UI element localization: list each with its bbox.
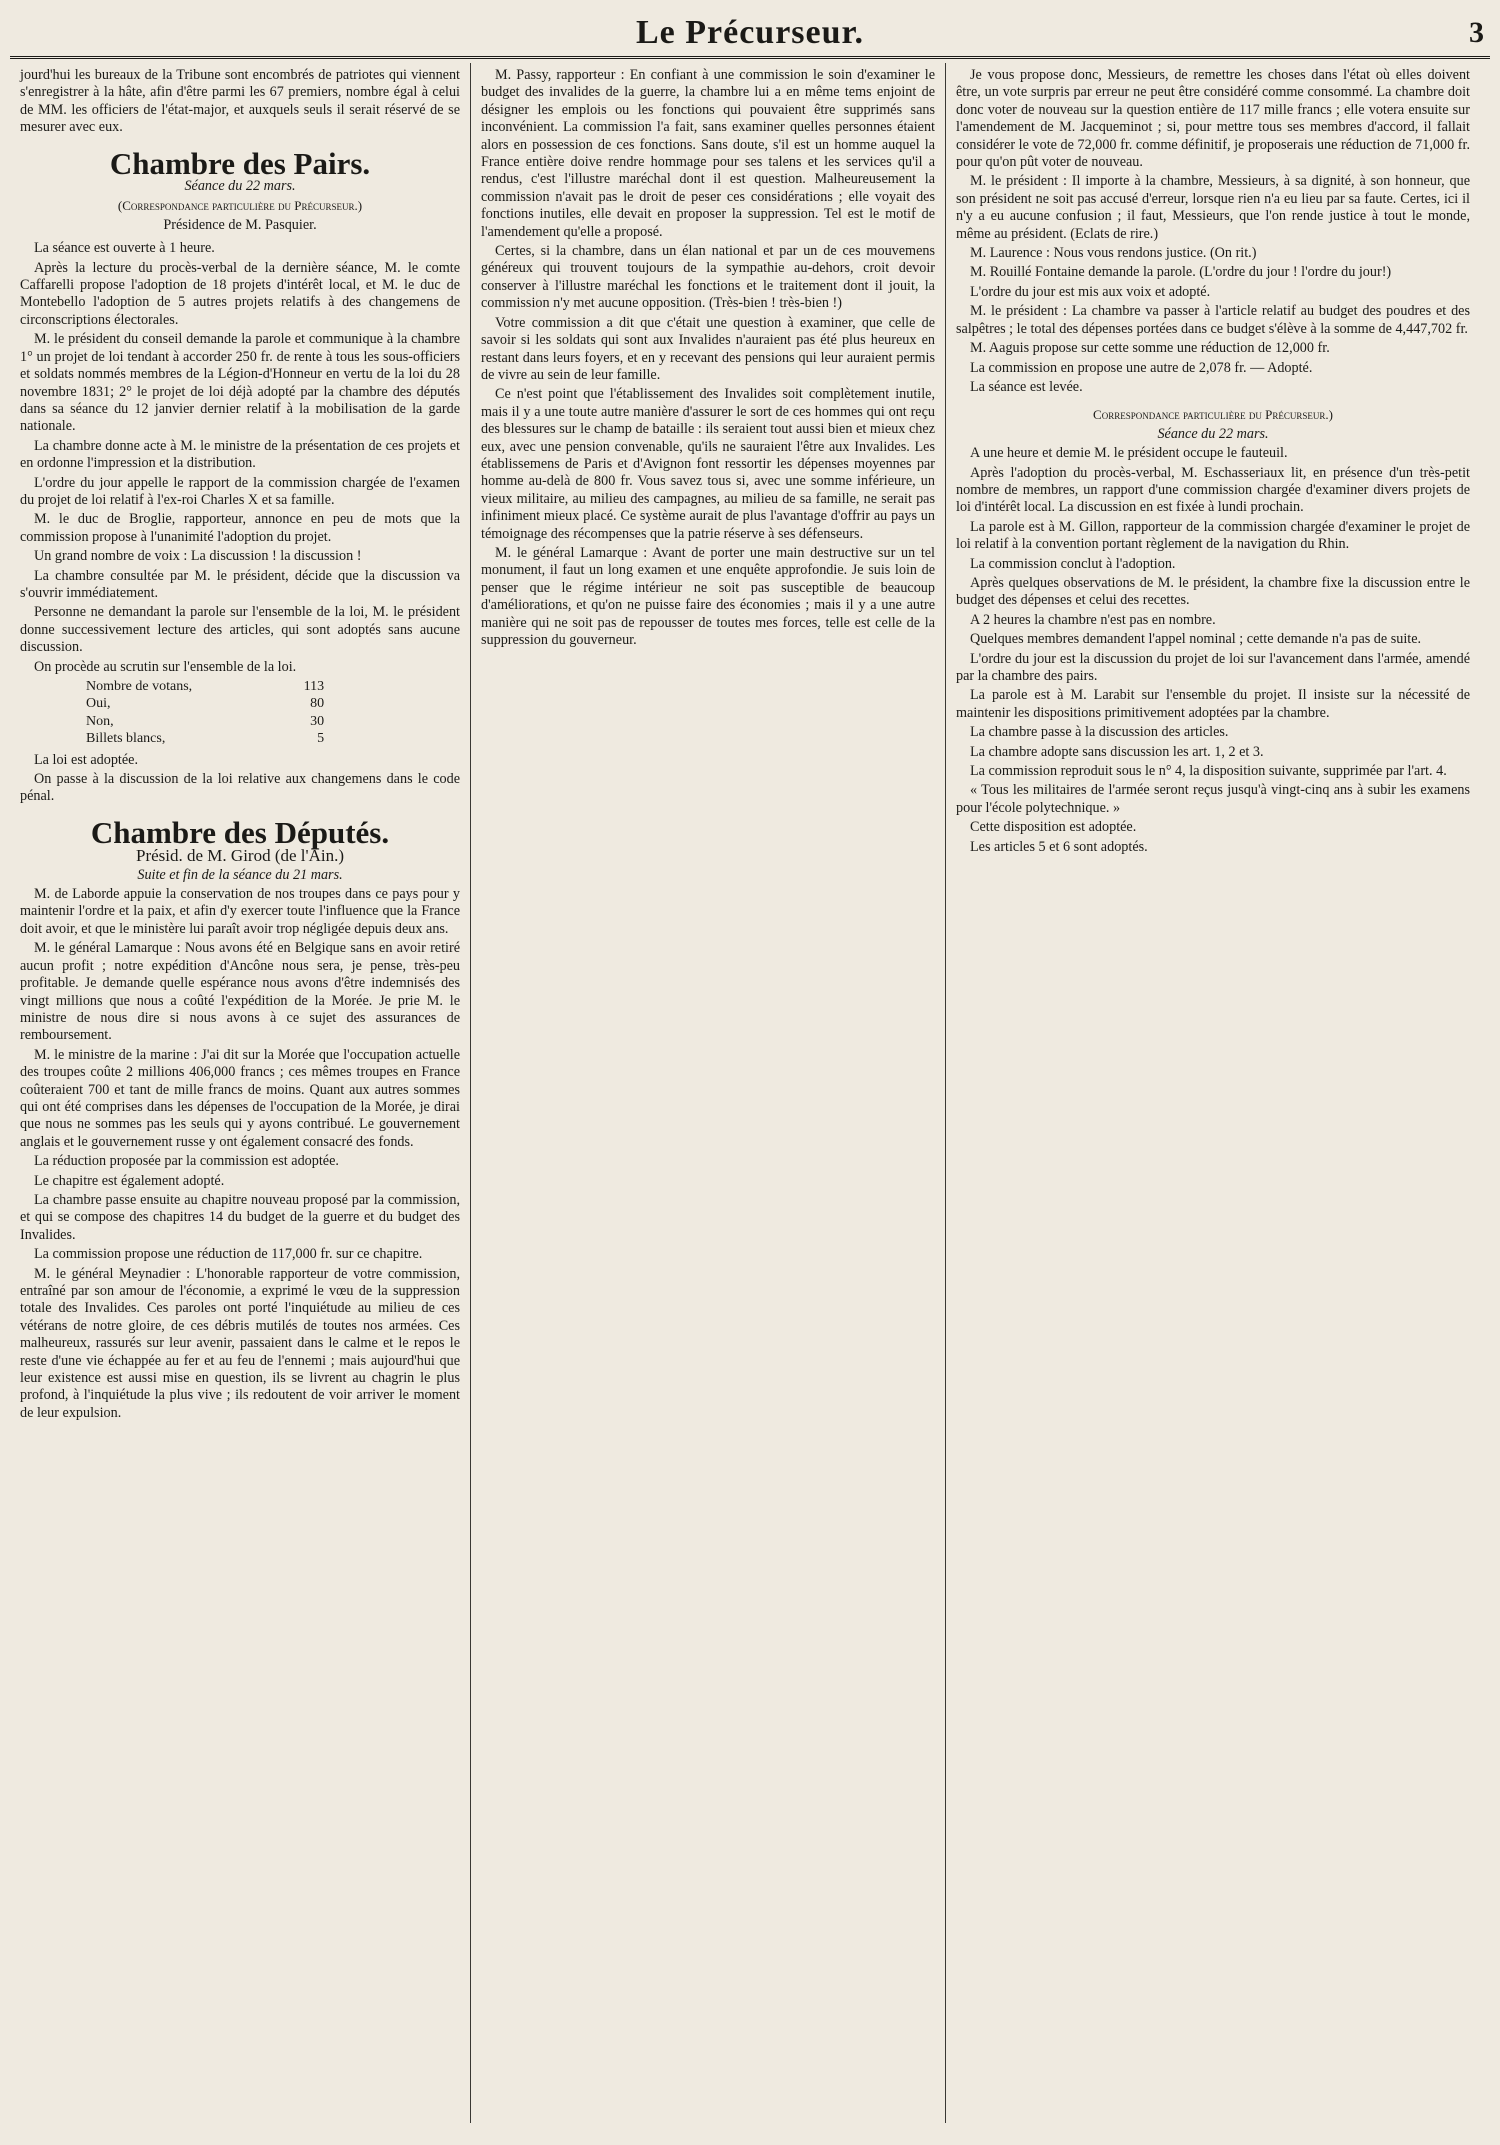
paragraph: Je vous propose donc, Messieurs, de remettre les choses dans l'état où elles doivent être, un vote surpris par erreur ne peut être considéré comme consommé. La chambre doit donc voter de nouveau sur la question entière de 117 mille francs ; elle votera ensuite sur l'amendement de M. Jacqueminot ; si, pour mettre tous ses membres d'accord, il fallait considérer le vote de 72,000 fr. comme définitif, je proposerais une réduction de 71,000 fr. pour qu'on pût voter de nouveau. [956, 67, 1470, 171]
paragraph: Personne ne demandant la parole sur l'ensemble de la loi, M. le président donne successivement lecture des articles, qui sont adoptés sans aucune discussion. [20, 604, 460, 656]
col3-date: Séance du 22 mars. [1157, 425, 1269, 442]
paragraph: L'ordre du jour est la discussion du projet de loi sur l'avancement dans l'armée, amendé par la chambre des pairs. [956, 650, 1470, 684]
paragraph: M. Passy, rapporteur : En confiant à une commission le soin d'examiner le budget des invalides de la guerre, la chambre lui a en même tems enjoint de désigner les emplois ou les fonctions qui pouvaient être supprimés sans inconvénient. La commission l'a fait, sans examiner quelles personnes étaient alors en possession de ces fonctions. Sans doute, s'il est un homme auquel la France entière doive rendre hommage pour ses talens et les services qu'il a rendus, c'est l'illustre maréchal dont il est question. Malheureusement la commission n'avait pas le droit de peser ces considérations ; elle voyait des fonctions inutiles, elle devait en proposer la suppression. Tel est le motif de l'amendement qu'elle a proposé. [481, 67, 935, 240]
vote-row [80, 695, 330, 712]
vote-label: Non, [86, 713, 114, 729]
paragraph: Certes, si la chambre, dans un élan national et par un de ces mouvemens généreux qui trouvent toujours de la sympathie au-dehors, croit devoir conserver à l'illustre maréchal les fonctions et le traitement dont il jouit, la commission n'y met aucune opposition. (Très-bien ! très-bien !) [481, 243, 935, 312]
vote-value: 80 [310, 696, 325, 712]
paragraph: La commission conclut à l'adoption. [970, 555, 1176, 572]
deputes-president: Présid. de M. Girod (de l'Ain.) [136, 846, 344, 866]
paragraph: M. Laurence : Nous vous rendons justice. (On rit.) [970, 245, 1257, 262]
vote-row [80, 730, 330, 747]
paragraph: M. de Laborde appuie la conservation de nos troupes dans ce pays pour y maintenir l'ordre et la paix, et afin d'y exercer toute l'influence que la France doit avoir, et que le ministère lui paraît avoir trop négligée depuis deux ans. [20, 886, 460, 937]
paragraph: « Tous les militaires de l'armée seront reçus jusqu'à vingt-cinq ans à subir les examens pour l'école polytechnique. » [956, 782, 1470, 816]
pairs-date: Séance du 22 mars. [184, 178, 296, 195]
paragraph: La loi est adoptée. [34, 751, 139, 768]
paragraph: M. Aaguis propose sur cette somme une réduction de 12,000 fr. [970, 340, 1330, 357]
paragraph: La chambre adopte sans discussion les art. 1, 2 et 3. [970, 743, 1264, 760]
column-1 [10, 63, 470, 2123]
paragraph: M. le général Meynadier : L'honorable rapporteur de votre commission, entraîné par son amour de l'économie, a exprimé le vœu de la suppression totale des Invalides. Ces paroles ont porté l'inquiétude au milieu de ces vétérans de notre gloire, de ces débris mutilés de toutes nos armées. Ces malheureux, rassurés sur leur avenir, passaient dans le calme et le repos le reste d'une vie échappée au fer et au feu de l'ennemi ; mais aujourd'hui que leur existence est aussi mise en question, ils se livrent au chagrin le plus profond, à l'inquiétude la plus vive ; ils redoutent de voir arriver le moment de leur expulsion. [20, 1265, 460, 1421]
column-3 [945, 63, 1480, 2123]
paragraph: L'ordre du jour appelle le rapport de la commission chargée de l'examen du projet de loi relatif à l'ex-roi Charles X et sa famille. [20, 474, 460, 508]
paragraph: M. le ministre de la marine : J'ai dit sur la Morée que l'occupation actuelle des troupes coûte 2 millions 406,000 francs ; ces mêmes troupes en France coûteraient 700 et tant de mille francs de moins. Quant aux autres sommes qui ont été comprises dans les dépenses de l'occupation de la Morée, je dirai que nous ne sommes pas les seuls qui y ayons contribué. Le gouvernement anglais et le gouvernement russe y ont également consacré des fonds. [20, 1046, 460, 1150]
intro-paragraph: jourd'hui les bureaux de la Tribune sont encombrés de patriotes qui viennent s'enregistrer à la hâte, afin d'être parmi les 67 premiers, nombre égal à celui de MM. les officiers de l'état-major, et auxquels seuls il serait réservé de se mesurer avec eux. [20, 67, 460, 136]
paragraph: Cette disposition est adoptée. [970, 819, 1137, 836]
vote-label: Oui, [86, 696, 111, 712]
paragraph: La commission propose une réduction de 117,000 fr. sur ce chapitre. [34, 1246, 423, 1263]
paragraph: M. le général Lamarque : Nous avons été en Belgique sans en avoir retiré aucun profit ; notre expédition d'Ancône nous sera, je pense, très-peu profitable. Je demande quelle espérance nous avons d'être indemnisés des vingt millions que nous a coûté l'expédition de la Morée. Je prie M. le ministre de nous dire si nous avons à ce sujet des assurances de remboursement. [20, 940, 460, 1044]
pairs-president: Présidence de M. Pasquier. [163, 216, 317, 233]
deputes-paragraphs [20, 886, 460, 1422]
paragraph: M. le président : La chambre va passer à l'article relatif au budget des poudres et des salpêtres ; le total des dépenses portées dans ce budget s'élève à la somme de 4,447,702 fr. [956, 303, 1470, 337]
vote-value: 5 [317, 731, 325, 747]
pairs-closing [20, 752, 460, 806]
deputes-heading: Chambre des Députés. [90, 814, 390, 850]
vote-value: 30 [310, 713, 325, 729]
paragraph: M. le duc de Broglie, rapporteur, annonce en peu de mots que la commission propose à l'unanimité l'adoption du projet. [20, 511, 460, 545]
paragraph: La réduction proposée par la commission est adoptée. [34, 1153, 339, 1170]
deputes-date: Suite et fin de la séance du 21 mars. [137, 866, 343, 883]
paragraph: Ce n'est point que l'établissement des Invalides soit complètement inutile, mais il y a une toute autre manière d'assurer le sort de ces hommes qui ont reçu des blessures sur le champ de bataille : ils seraient tout aussi bien et mieux chez eux, avec une pension convenable, qu'ils ne sauraient l'être aux Invalides. Les établissemens de Paris et d'Avignon font ressortir les dépenses moyennes par homme au-delà de 800 fr. Vous savez tous si, avec une somme inférieure, un vieux militaire, au milieu des campagnes, au milieu de sa famille, ne serait pas infiniment mieux placé. Ce système aurait de plus l'avantage d'offrir au pays un témoignage des récompenses que la patrie réserve à ses défenseurs. [481, 386, 935, 542]
vote-table [80, 678, 330, 748]
col3-source: Correspondance particulière du Précurseur.) [1093, 407, 1333, 423]
column-2-paragraphs [481, 67, 935, 649]
paragraph: Après la lecture du procès-verbal de la dernière séance, M. le comte Caffarelli propose l'adoption de 18 projets d'intérêt local, et M. le duc de Montebello l'adoption de 5 autres projets relatifs à des changemens de circonscriptions électorales. [20, 259, 460, 328]
pairs-paragraphs [20, 240, 460, 676]
paragraph: La chambre donne acte à M. le ministre de la présentation de ces projets et en ordonne l'impression et la distribution. [20, 437, 460, 472]
column-2 [470, 63, 945, 2123]
paragraph: Un grand nombre de voix : La discussion ! la discussion ! [34, 548, 362, 565]
paragraph: Votre commission a dit que c'était une question à examiner, que celle de savoir si les soldats qui sont aux Invalides n'auraient pas été plus heureux en restant dans leurs foyers, et en y recevant des pensions qui leur auraient permis de vivre au sein de leur famille. [481, 314, 935, 383]
vote-row [80, 678, 330, 695]
paragraph: A 2 heures la chambre n'est pas en nombre. [970, 611, 1216, 628]
column-3-paragraphs [956, 67, 1470, 396]
paragraph: La commission reproduit sous le n° 4, la disposition suivante, supprimée par l'art. 4. [970, 763, 1447, 780]
paragraph: La parole est à M. Gillon, rapporteur de la commission chargée d'examiner le projet de loi relatif à la convention portant règlement de la navigation du Rhin. [956, 518, 1470, 553]
newspaper-title: Le Précurseur. [635, 14, 864, 51]
paragraph: Quelques membres demandent l'appel nominal ; cette demande n'a pas de suite. [970, 631, 1422, 648]
vote-value: 113 [303, 679, 325, 694]
paragraph: La séance est ouverte à 1 heure. [34, 240, 215, 257]
paragraph: Après quelques observations de M. le président, la chambre fixe la discussion entre le budget des dépenses et celui des recettes. [956, 574, 1470, 609]
paragraph: A une heure et demie M. le président occupe le fauteuil. [970, 445, 1288, 462]
paragraph: La chambre passe ensuite au chapitre nouveau proposé par la commission, et qui se compose des chapitres 14 du budget de la guerre et du budget des Invalides. [20, 1191, 460, 1243]
column-3-paragraphs-2 [956, 445, 1470, 856]
pairs-source: (Correspondance particulière du Précurseur.) [117, 198, 363, 214]
paragraph: On passe à la discussion de la loi relative aux changemens dans le code pénal. [20, 771, 460, 805]
paragraph: M. Rouillé Fontaine demande la parole. (L'ordre du jour ! l'ordre du jour!) [970, 264, 1392, 281]
paragraph: La parole est à M. Larabit sur l'ensemble du projet. Il insiste sur la nécessité de maintenir les dispositions primitivement adoptées par la chambre. [956, 687, 1470, 721]
paragraph: Les articles 5 et 6 sont adoptés. [970, 838, 1148, 855]
paragraph: L'ordre du jour est mis aux voix et adopté. [970, 283, 1211, 300]
paragraph: M. le général Lamarque : Avant de porter une main destructive sur un tel monument, il faut un long examen et une enquête approfondie. Je suis loin de penser que le régime intérieur ne soit pas susceptible de beaucoup d'améliorations, et qu'on ne puisse faire des économies ; mais il y a une autre manière qui ne soit pas de repousser de toutes mes forces, telle est celle de la suppression du gouverneur. [481, 544, 935, 648]
paragraph: On procède au scrutin sur l'ensemble de la loi. [34, 658, 297, 675]
vote-label: Billets blancs, [86, 731, 166, 747]
paragraph: Le chapitre est également adopté. [34, 1172, 225, 1189]
paragraph: La séance est levée. [970, 378, 1083, 395]
masthead [10, 8, 1490, 59]
pairs-heading: Chambre des Pairs. [109, 145, 371, 181]
page-number: 3 [1469, 16, 1484, 49]
paragraph: M. le président : Il importe à la chambre, Messieurs, à sa dignité, à son honneur, que son président ne soit pas accusé d'erreur, lorsque rien n'a eu lieu par sa faute. Certes, ici il n'y a eu aucune confusion ; il faut, Messieurs, que l'on rende justice à tout le monde, même au président. (Eclats de rire.) [956, 173, 1470, 242]
vote-label: Nombre de votans, [86, 679, 193, 694]
columns [10, 63, 1490, 2123]
paragraph: La chambre consultée par M. le président, décide que la discussion va s'ouvrir immédiatement. [20, 567, 460, 601]
vote-row [80, 713, 330, 730]
paragraph: La commission en propose une autre de 2,078 fr. — Adopté. [970, 359, 1313, 376]
paragraph: La chambre passe à la discussion des articles. [970, 724, 1229, 741]
paragraph: Après l'adoption du procès-verbal, M. Eschasseriaux lit, en présence d'un très-petit nombre de membres, un rapport d'une commission chargée d'examiner divers projets de loi d'intérêt local. La discussion en est fixée à lundi prochain. [956, 464, 1470, 516]
paragraph: M. le président du conseil demande la parole et communique à la chambre 1° un projet de loi tendant à accorder 250 fr. de rente à tous les sous-officiers et soldats nommés membres de la Légion-d'Honneur en vertu de la loi du 28 novembre 1831; 2° le projet de loi déjà adopté par la chambre des députés dans sa séance du 12 janvier dernier relatif à la mobilisation de la garde nationale. [20, 331, 460, 435]
